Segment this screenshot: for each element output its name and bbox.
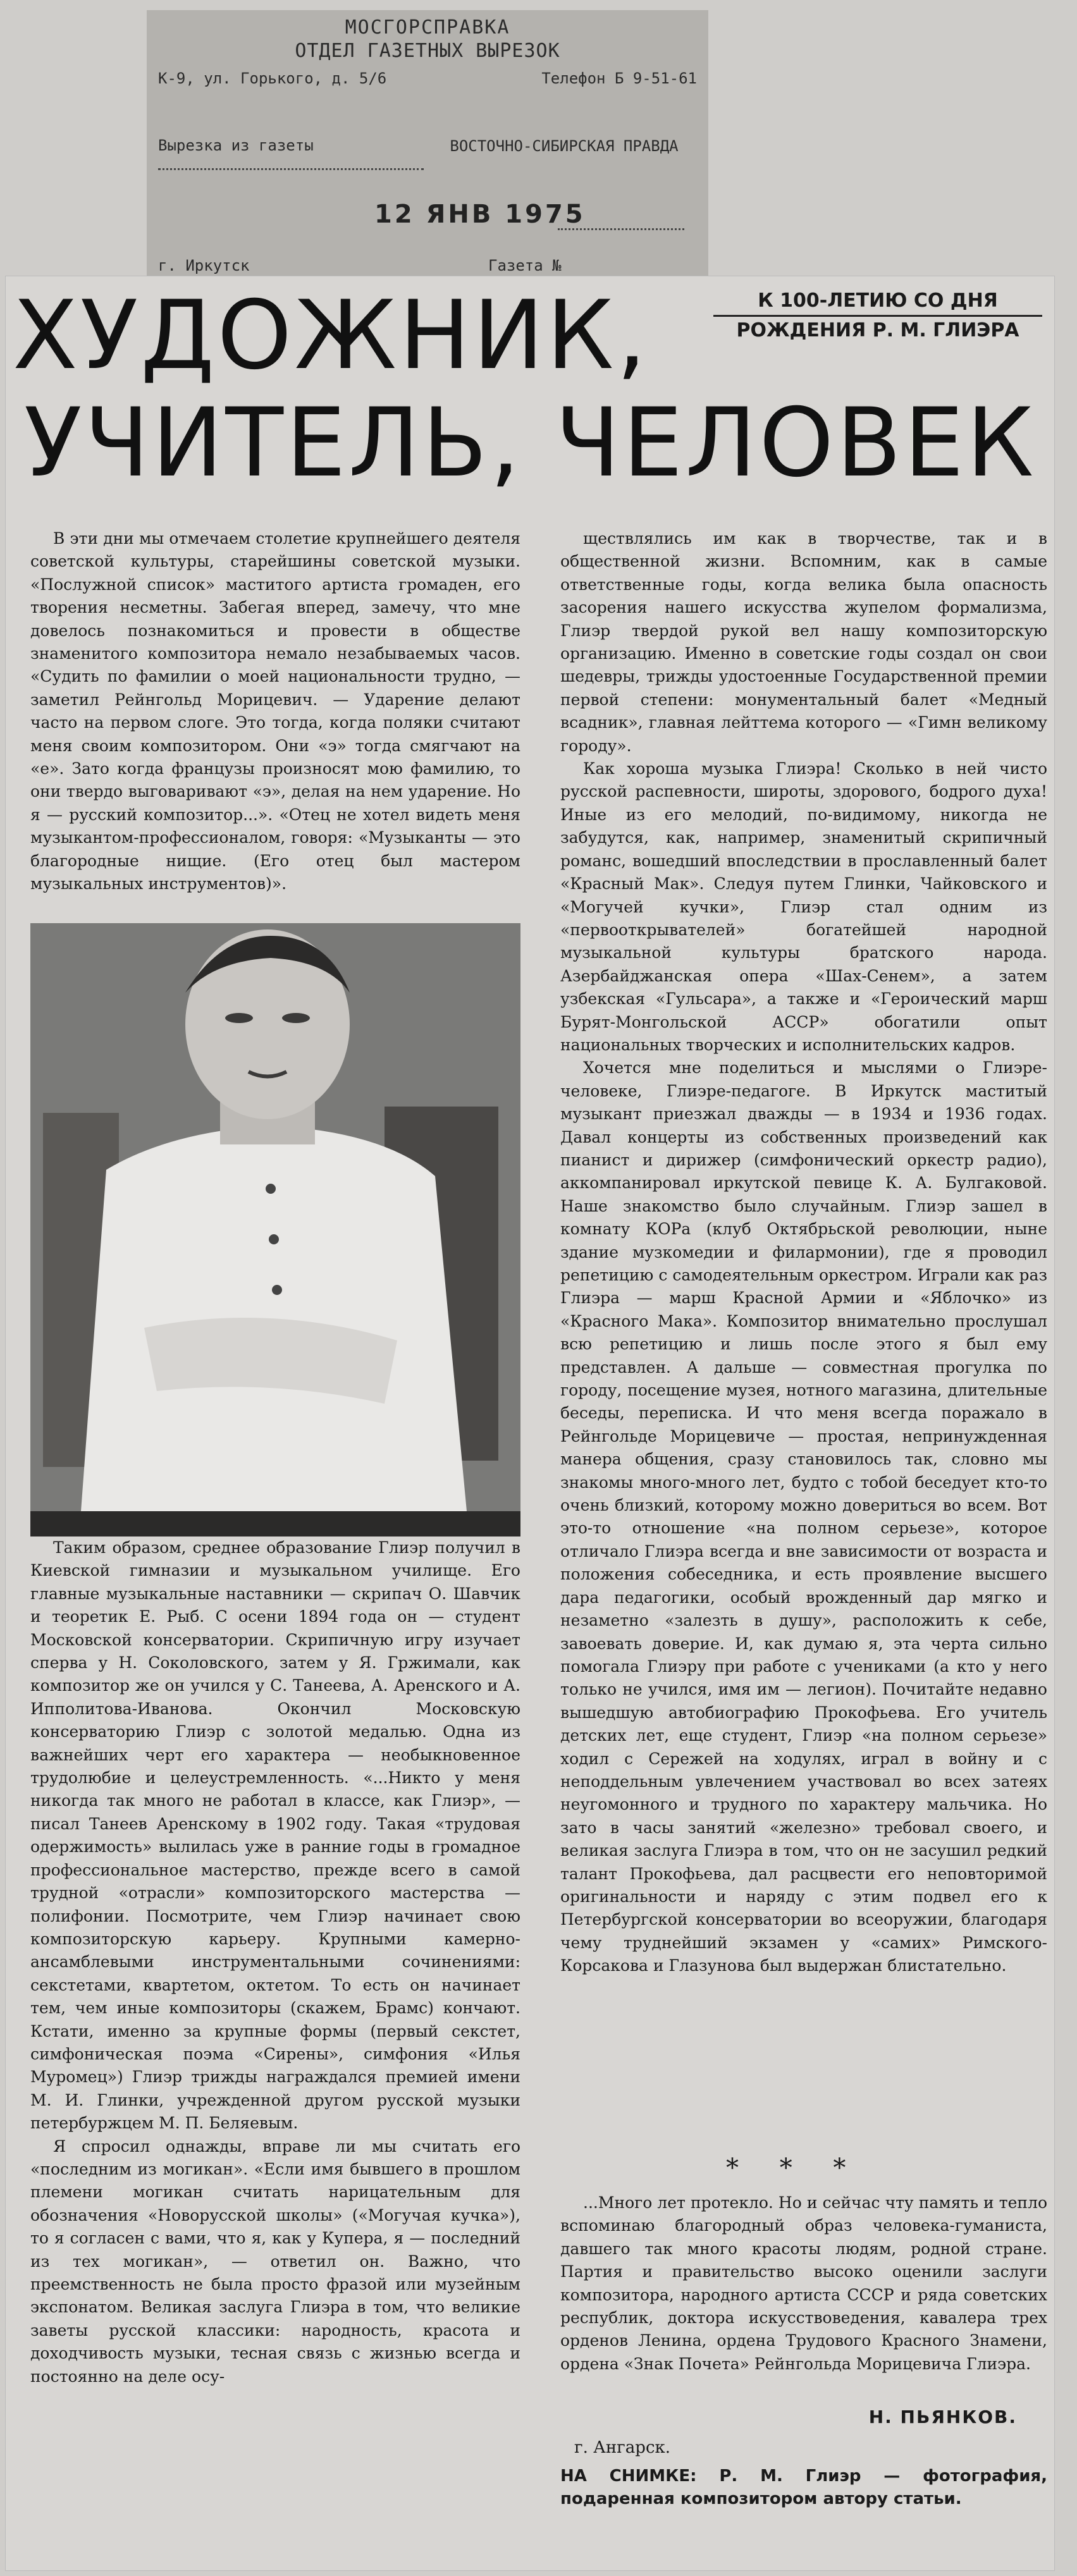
stamp-clipping-label: Вырезка из газеты <box>158 137 314 154</box>
stamp-issue-label: Газета № <box>488 257 562 274</box>
article-column-left-top <box>30 527 520 923</box>
portrait-illustration <box>30 923 520 1536</box>
stamp-city: г. Иркутск <box>158 257 250 274</box>
portrait-photo <box>30 923 520 1536</box>
article-column-right-final <box>560 2192 1047 2407</box>
stamp-dotted-line <box>558 228 684 230</box>
headline-line-1: ХУДОЖНИК, <box>13 281 649 391</box>
section-divider: * * * <box>726 2154 863 2183</box>
rubric-line-2: РОЖДЕНИЯ Р. М. ГЛИЭРА <box>736 319 1019 341</box>
paragraph: Как хороша музыка Глиэра! Сколько в ней чисто русской распевности, широты, здорового, бодрого духа! Иные из его мелодий, по-видимому, никогда не забудутся, как, например, знаменитый скрипичный романс, вошедший впоследствии в прославленный балет «Красный Мак». Следуя путем Глинки, Чайковского и «Могучей кучки», Глиэр стал одним из «первооткрывателей» богатейшей народной музыкальной культуры братского народа. Азербайджанская опера «Шах-Сенем», а затем узбекская «Гульсара», а также и «Героический марш Бурят-Монгольской АССР» обогатили опыт национальных творческих и исполнительских кадров. <box>560 759 1047 1054</box>
paragraph: Хочется мне поделиться и мыслями о Глиэре-человеке, Глиэре-педагоге. В Иркутск маститый музыкант приезжал дважды — в 1934 и 1936 годах. Давал концерты из собственных произведений как пианист и дирижер (симфонический оркестр радио), аккомпанировал иркутской певице К. А. Булгаковой. Наше знакомство было случайным. Глиэр зашел в комнату КОРа (клуб Октябрьской революции, ныне здание музкомедии и филармонии), где я проводил репетицию с самодеятельным оркестром. Играли как раз Глиэра — марш Красной Армии и «Яблочко» из «Красного Мака». Композитор внимательно прослушал всю репетицию и лишь после этого я был ему представлен. А дальше — совместная прогулка по городу, посещение музея, нотного магазина, длительные беседы, переписка. И что меня всегда поражало в Рейнгольде Морицевиче — простая, непринужденная манера общения, сразу становилось так, словно мы знакомы много-много лет, будто с тобой беседует кто-то очень близкий, которому можно довериться во всем. Вот это-то отношение «на полном серьезе», которое отличало Глиэра всегда и вне зависимости от возраста и положения собеседника, и есть проявление высшего дара педагогики, особый врожденный дар мягко и незаметно «залезть в душу», расположить к себе, завоевать доверие. И, как думаю я, эта черта сильно помогала Глиэру при работе с учениками (а кто у него только не учился, имя им — легион). Почитайте недавно вышедшую автобиографию Прокофьева. Его учитель детских лет, еще студент, Глиэр «на полном серьезе» ходил с Сережей на ходулях, играл в войну и с неподдельным увлечением участвовал во всех затеях неугомонного и трудного по характеру мальчика. Но зато в часы занятий «железно» требовал своего, и великая заслуга Глиэра в том, что он не засушил редкий талант Прокофьева, дал расцвести его неповторимой оригинальности и наряду с этим подвел его к Петербургской консерватории во всеоружии, благодаря чему труднейший экзамен у «самих» Римского-Корсакова и Глазунова был выдержан блистательно. <box>560 1058 1047 1975</box>
rubric-line-1: К 100-ЛЕТИЮ СО ДНЯ <box>713 287 1042 317</box>
stamp-date: 12 ЯНВ 1975 <box>374 200 586 229</box>
headline-line-2: УЧИТЕЛЬ, ЧЕЛОВЕК <box>24 388 1037 498</box>
paragraph: В эти дни мы отмечаем столетие крупнейшего деятеля советской культуры, старейшины советской музыки. «Послужной список» маститого артиста громаден, его творения несметны. Забегая вперед, замечу, что мне довелось познакомиться и провести в обществе знаменитого композитора немало незабываемых часов. «Судить по фамилии о моей национальности трудно, — заметил Рейнгольд Морицевич. — Ударение делают часто на первом слоге. Это тогда, когда поляки считают меня своим композитором. Они «э» тогда смягчают на «е». Зато когда французы произносят мою фамилию, то они твердо выговаривают «э», делая на нем ударение. Но я — русский композитор...». «Отец не хотел видеть меня музыкантом-профессионалом, говоря: «Музыканты — это благородные нищие. (Его отец был мастером музыкальных инструментов)». <box>30 529 520 893</box>
article-column-left-bottom <box>30 1536 520 2555</box>
archive-stamp <box>147 10 708 283</box>
stamp-phone: Телефон Б 9-51-61 <box>541 70 697 87</box>
paragraph: ществлялись им как в творчестве, так и в общественной жизни. Вспомним, как в самые ответственные годы, когда велика была опасность засорения нашего искусства жупелом формализма, Глиэр твердой рукой вел нашу композиторскую организацию. Именно в советские годы создал он свои шедевры, трижды удостоенные Государственной премии первой степени: монументальный балет «Медный всадник», главная лейттема которого — «Гимн великому городу». <box>560 529 1047 755</box>
stamp-dept: ОТДЕЛ ГАЗЕТНЫХ ВЫРЕЗОК <box>295 40 560 62</box>
newspaper-clipping <box>5 276 1055 2571</box>
stamp-address: К-9, ул. Горького, д. 5/6 <box>158 70 387 87</box>
rubric <box>713 287 1042 345</box>
author-signature: Н. ПЬЯНКОВ. <box>868 2407 1017 2427</box>
photo-caption: НА СНИМКЕ: Р. М. Глиэр — фотография, подаренная композитором автору статьи. <box>560 2467 1047 2508</box>
paragraph: Я спросил однажды, вправе ли мы считать его «последним из могикан». «Если имя бывшего в прошлом племени могикан считать нарицательным для обозначения «Новорусской школы» («Могучая кучка»), то я согласен с вами, что я, как у Купера, я — последний из тех могикан», — ответил он. Важно, что преемственность не была просто фразой или музейным экспонатом. Великая заслуга Глиэра в том, что великие заветы русской классики: народность, красота и доходчивость музыки, тесная связь с жизнью всегда и постоянно на деле осу- <box>30 2137 520 2386</box>
stamp-newspaper: ВОСТОЧНО-СИБИРСКАЯ ПРАВДА <box>450 137 679 155</box>
article-column-right <box>560 527 1047 2152</box>
stamp-address-row <box>158 70 697 87</box>
stamp-dotted-line <box>158 168 424 170</box>
stamp-org: МОСГОРСПРАВКА <box>345 16 510 39</box>
author-city: г. Ангарск. <box>574 2438 671 2457</box>
paragraph: Таким образом, среднее образование Глиэр получил в Киевской гимназии и музыкальном училище. Его главные музыкальные наставники — скрипач О. Шавчик и теоретик Е. Рыб. С осени 1894 года он — студент Московской консерватории. Скрипичную игру изучает сперва у Н. Соколовского, затем у Я. Гржимали, как композитор же он учился у С. Танеева, А. Аренского и А. Ипполитова-Иванова. Окончил Московскую консерваторию Глиэр с золотой медалью. Одна из важнейших черт его характера — необыкновенное трудолюбие и целеустремленность. «...Никто у меня никогда так много не работал в классе, как Глиэр», — писал Танеев Аренскому в 1902 году. Такая «трудовая одержимость» вылилась уже в ранние годы в громадное профессиональное мастерство, прежде всего в самой трудной «отрасли» композиторского мастерства — полифонии. Посмотрите, чем Глиэр начинает свою композиторскую карьеру. Крупными камерно-ансамблевыми инструментальными сочинениями: секстетами, квартетом, октетом. То есть он начинает тем, чем иные композиторы (скажем, Брамс) кончают. Кстати, именно за крупные формы (первый секстет, симфоническая поэма «Сирены», симфония «Илья Муромец») Глиэр трижды награждался премией имени М. И. Глинки, учрежденной другом русской музыки петербуржцем М. П. Беляевым. <box>30 1538 520 2133</box>
paragraph: ...Много лет протекло. Но и сейчас чту память и тепло вспоминаю благородный образ человека-гуманиста, давшего так много красоты людям, родной стране. Партия и правительство высоко оценили заслуги композитора, народного артиста СССР и ряда советских республик, доктора искусствоведения, кавалера трех орденов Ленина, ордена Трудового Красного Знамени, ордена «Знак Почета» Рейнгольда Морицевича Глиэра. <box>560 2193 1047 2373</box>
